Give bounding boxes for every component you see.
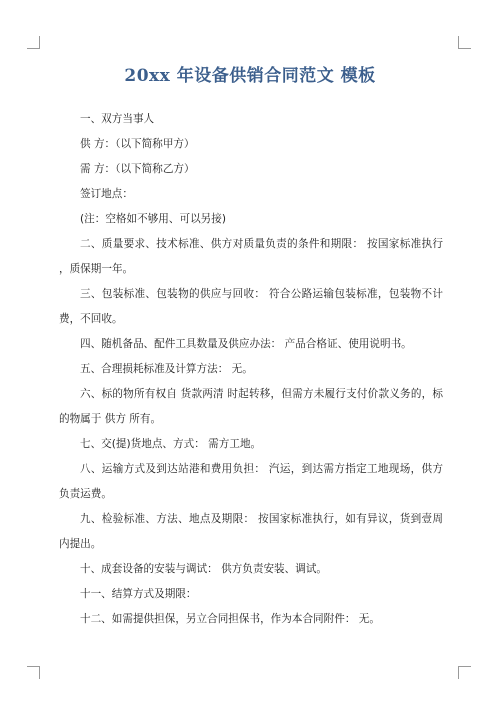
paragraph-delivery: 七、交(提)货地点、方式： 需方工地。 [80, 438, 262, 450]
paragraph-spare-parts: 四、随机备品、配件工具数量及供应办法： 产品合格证、使用说明书。 [80, 338, 412, 350]
crop-mark-bottom-right [458, 666, 471, 679]
paragraph-supplier: 供 方：（以下简称甲方） [80, 138, 195, 150]
paragraph-packaging: 三、包装标准、包装物的供应与回收： 符合公路运输包装标准，包装物不计费，不回收。 [59, 288, 443, 325]
paragraph-loss: 五、合理损耗标准及计算方法： 无。 [80, 363, 253, 375]
paragraph-ownership: 六、标的物所有权自 货款两清 时起转移，但需方未履行支付价款义务的，标的物属于 供方 所有。 [59, 388, 443, 425]
paragraph-guarantee: 十二、如需提供担保，另立合同担保书，作为本合同附件： 无。 [80, 613, 380, 625]
paragraph-transport: 八、运输方式及到达站港和费用负担： 汽运，到达需方指定工地现场，供方负责运费。 [59, 463, 443, 500]
document-title: 20xx 年设备供销合同范文 模板 [124, 66, 376, 86]
paragraph-installation: 十、成套设备的安装与调试： 供方负责安装、调试。 [80, 563, 328, 575]
crop-mark-top-left [27, 36, 40, 49]
paragraph-quality: 二、质量要求、技术标准、供方对质量负责的条件和期限： 按国家标准执行 ，质保期一年。 [59, 238, 443, 275]
paragraph-inspection: 九、检验标准、方法、地点及期限： 按国家标准执行，如有异议，货到壹周内提出。 [59, 513, 443, 550]
crop-mark-top-right [458, 36, 471, 49]
document-body [59, 107, 443, 632]
paragraph-signing-place: 签订地点： [80, 188, 133, 200]
paragraph-settlement: 十一、结算方式及期限： [80, 588, 197, 600]
paragraph-buyer: 需 方：（以下简称乙方） [80, 163, 195, 175]
paragraph-note: (注：空格如不够用、可以另接) [80, 213, 226, 225]
paragraph-parties: 一、双方当事人 [80, 113, 155, 125]
crop-mark-bottom-left [27, 666, 40, 679]
